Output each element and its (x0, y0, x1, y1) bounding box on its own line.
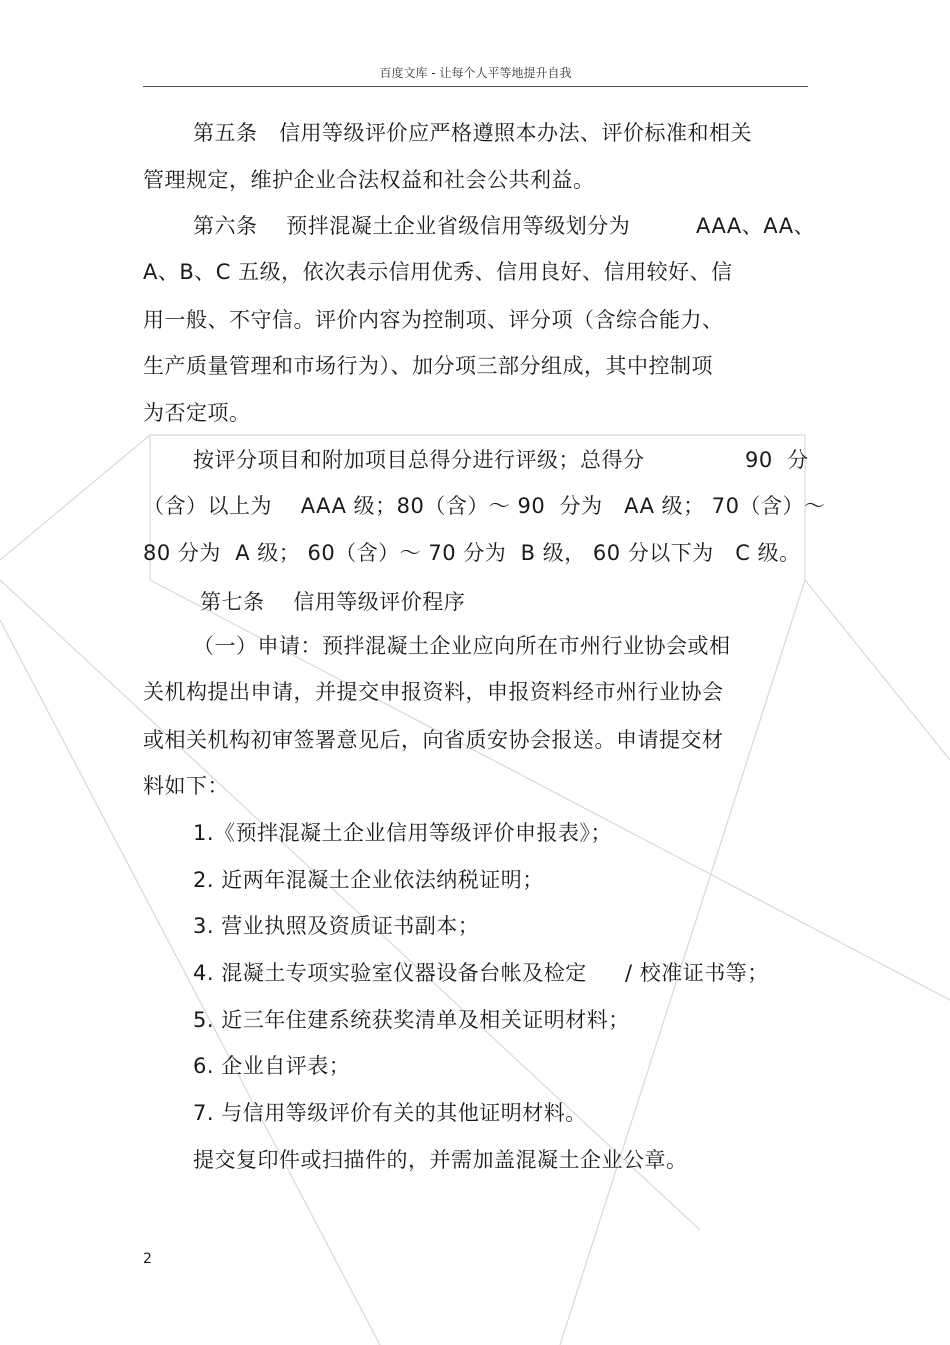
application-line-1: （一）申请：预拌混凝土企业应向所在市州行业协会或相 (193, 634, 731, 658)
article-6-line-1-grades: AAA、AA、 (696, 214, 816, 238)
article-6-line-4: 生产质量管理和市场行为）、加分项三部分组成，其中控制项 (143, 354, 713, 378)
application-line-3: 或相关机构初审签署意见后，向省质安协会报送。申请提交材 (143, 728, 724, 752)
list-item-3: 3. 营业执照及资质证书副本； (193, 914, 480, 938)
article-6-line-1: 第六条 预拌混凝土企业省级信用等级划分为 (193, 214, 631, 238)
article-6-line-3: 用一般、不守信。评价内容为控制项、评分项（含综合能力、 (143, 308, 724, 332)
grading-line-3: 80 分为 A 级； 60（含）～ 70 分为 B 级， 60 分以下为 C 级。 (143, 541, 801, 565)
list-item-4: 4. 混凝土专项实验室仪器设备台帐及检定 (193, 961, 587, 985)
list-item-6: 6. 企业自评表； (193, 1054, 351, 1078)
list-item-5: 5. 近三年住建系统获奖清单及相关证明材料； (193, 1008, 630, 1032)
article-6-line-2: A、B、C 五级，依次表示信用优秀、信用良好、信用较好、信 (143, 260, 733, 284)
list-item-7: 7. 与信用等级评价有关的其他证明材料。 (193, 1101, 587, 1125)
grading-line-1: 按评分项目和附加项目总得分进行评级；总得分 (193, 448, 645, 472)
application-line-2: 关机构提出申请，并提交申报资料，申报资料经市州行业协会 (143, 680, 724, 704)
grading-line-1-score: 90 分 (745, 448, 809, 472)
submission-note: 提交复印件或扫描件的，并需加盖混凝土企业公章。 (193, 1148, 688, 1172)
list-item-2: 2. 近两年混凝土企业依法纳税证明； (193, 868, 544, 892)
list-item-4-tail: / 校准证书等； (625, 961, 769, 985)
article-7-title: 第七条 信用等级评价程序 (200, 590, 466, 614)
header-divider (143, 86, 808, 87)
page-header: 百度文库 - 让每个人平等地提升自我 (379, 66, 572, 80)
article-5-line-2: 管理规定，维护企业合法权益和社会公共利益。 (143, 168, 595, 192)
list-item-1: 1.《预拌混凝土企业信用等级评价申报表》； (193, 821, 613, 845)
article-5-line-1: 第五条 信用等级评价应严格遵照本办法、评价标准和相关 (193, 121, 753, 145)
page-number: 2 (143, 1251, 152, 1267)
grading-line-2: （含）以上为 AAA 级；80（含）～ 90 分为 AA 级； 70（含）～ (143, 494, 826, 518)
article-6-line-5: 为否定项。 (143, 401, 251, 425)
application-line-4: 料如下： (143, 774, 229, 798)
